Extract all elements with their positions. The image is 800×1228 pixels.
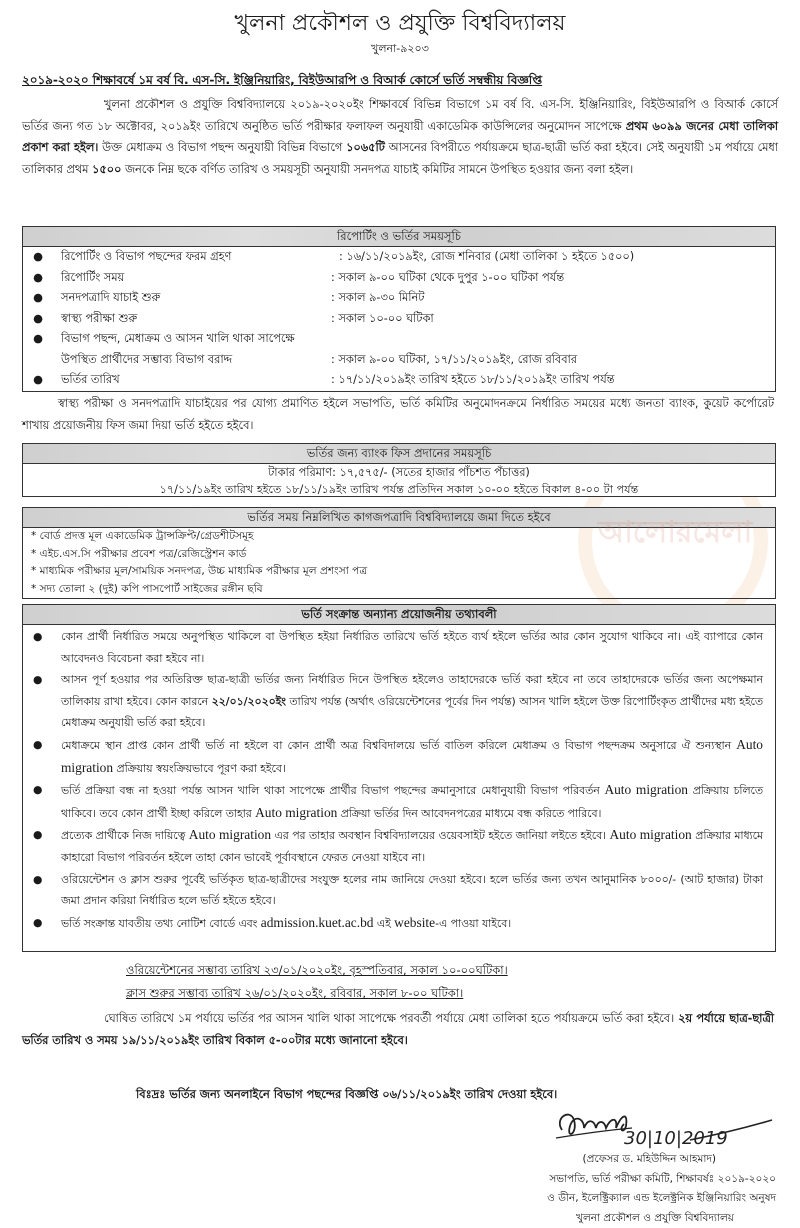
bullet-icon: ●	[33, 370, 43, 391]
class-start-date: ক্লাস শুরুর সম্ভাব্য তারিখ ২৬/০১/২০২০ইং, রবিবার, সকাল ৮-০০ ঘটিকা।	[126, 985, 463, 1004]
fee-payment-paragraph: স্বাস্থ্য পরীক্ষা ও সনদপত্রাদি যাচাইয়ের পর যোগ্য প্রমাণিত হইলে সভাপতি, ভর্তি কমিটির অনুমোদনক্রমে নির্ধারিত সময়ের মধ্যে জনতা ব্যাংক, কুয়েট কর্পোরেট শাখায় প্রয়োজনীয় ফিস জমা দিয়া ভর্তি হইতে হইবে।	[22, 393, 774, 436]
schedule-label: রিপোর্টিং সময়	[61, 268, 124, 289]
latin-term: Auto migration	[610, 827, 692, 842]
admission-info-list	[23, 625, 775, 934]
info-text: ওরিয়েন্টেশন ও ক্লাস শুরুর পূর্বেই ভর্তিকৃত ছাত্র-ছাত্রীদের সংযুক্ত হলের নাম জানিয়ে দেওয়া হইবে। হলে ভর্তির জন্য তখন আনুমানিক ৮০০০/- (আট হাজার) টাকা জমা প্রদান করিয়া নির্ধারিত হলে ভর্তি হইতে হইবে।	[61, 873, 763, 908]
info-item	[23, 779, 775, 824]
info-item	[23, 626, 775, 669]
intro-text-3: আসনের বিপরীতে পর্যায়ক্রমে ছাত্র-ছাত্রী ভর্তি করা হইবে। সেই অনুযায়ী ১ম পর্যায়ে মেধা তালিকার প্রথম	[22, 141, 778, 176]
bullet-icon: ●	[33, 626, 43, 648]
info-text: প্রত্যেক প্রার্থীকে নিজ দায়িত্বে	[61, 829, 189, 842]
signatory-title-1: সভাপতি, ভর্তি পরীক্ষা কমিটি, শিক্ষাবর্ষঃ ২০১৯-২০২০	[470, 1170, 776, 1190]
second-phase-paragraph	[22, 1008, 774, 1051]
document-item: * এইচ.এস.সি পরীক্ষার প্রবেশ পত্র/রেজিস্ট্রেশন কার্ড	[23, 546, 775, 564]
latin-term: website	[394, 915, 435, 930]
signatory-title-2: ও ডীন, ইলেক্ট্রিক্যাল এন্ড ইলেক্ট্রনিক ইঞ্জিনিয়ারিং অনুষদ	[470, 1189, 776, 1209]
schedule-label: বিভাগ পছন্দ, মেধাক্রম ও আসন খালি থাকা সাপেক্ষে	[61, 329, 295, 350]
bullet-icon: ●	[33, 869, 43, 891]
info-text: ২২/০১/২০২০ইং	[212, 695, 286, 708]
bullet-icon: ●	[33, 912, 43, 934]
intro-text-1: খুলনা প্রকৌশল ও প্রযুক্তি বিশ্ববিদ্যালয়ে ২০১৯-২০২০ইং শিক্ষাবর্ষে বিভিন্ন বিভাগে ১ম বর্ষ বি. এস-সি. ইঞ্জিনিয়ারিং, বিইউআরপি ও বিআর্ক কোর্সে ভর্তির জন্য গত ১৮ অক্টোবর, ২০১৯ইং তারিখে অনুষ্ঠিত ভর্তি পরীক্ষার ফলাফল অনুযায়ী একাডেমিক কাউন্সিলের অনুমোদন সাপেক্ষে	[22, 98, 778, 133]
info-text: প্রক্রিয়ায় স্বয়ংক্রিয়ভাবে পূরণ করা হইবে।	[113, 762, 286, 775]
latin-term: Auto migration	[604, 782, 688, 797]
schedule-box	[22, 226, 776, 392]
schedule-value: : সকাল ৯-০০ ঘটিকা, ১৭/১১/২০১৯ইং, রোজ রবিবার	[331, 350, 577, 371]
signatory-title-3: খুলনা প্রকৌশল ও প্রযুক্তি বিশ্ববিদ্যালয়	[470, 1209, 734, 1228]
bullet-icon: ●	[33, 309, 43, 330]
university-title: খুলনা প্রকৌশল ও প্রযুক্তি বিশ্ববিদ্যালয়	[0, 6, 800, 43]
info-item	[23, 669, 775, 734]
fee-period: ১৭/১১/১৯ইং তারিখ হইতে ১৮/১১/১৯ইং তারিখ পর্যন্ত প্রতিদিন সকাল ১০-০০ হইতে বিকাল ৪-০০ টা পর্যন্ত	[23, 481, 775, 498]
info-item	[23, 824, 775, 868]
notice-subject: ২০১৯-২০২০ শিক্ষাবর্ষে ১ম বর্ষ বি. এস-সি. ইঞ্জিনিয়ারিং, বিইউআরপি ও বিআর্ক কোর্সে ভর্তি সম্বন্ধীয় বিজ্ঞপ্তি	[22, 72, 778, 92]
bullet-icon: ●	[33, 288, 43, 309]
intro-bold-merit-list: প্রথম ৬০৯৯ জনের মেধা তালিকা প্রকাশ করা হইল।	[22, 120, 778, 155]
schedule-row	[23, 268, 775, 289]
schedule-label: ভর্তির তারিখ	[61, 370, 120, 391]
schedule-value: : সকাল ৯-৩০ মিনিট	[331, 288, 424, 309]
latin-term: admission.kuet.ac.bd	[261, 915, 374, 930]
schedule-label: উপস্থিত প্রার্থীদের সম্ভাব্য বিভাগ বরাদ্দ	[61, 350, 232, 371]
documents-heading: ভর্তির সময় নিম্নলিখিত কাগজপত্রাদি বিশ্ববিদ্যালয়ে জমা দিতে হইবে	[23, 508, 775, 528]
orientation-date: ওরিয়েন্টেশনের সম্ভাব্য তারিখ ২৩/০১/২০২০ইং, বৃহস্পতিবার, সকাল ১০-০০ঘটিকা।	[126, 962, 508, 981]
signatory-block	[470, 1150, 776, 1228]
info-text: প্রক্রিয়ার মাধ্যমে কাহারো বিভাগ পরিবর্তন হইলে তাহা কোন ভাবেই পূর্বাবস্থানে ফেরত নেওয়া যাইবে না।	[61, 829, 763, 864]
schedule-row	[23, 329, 775, 350]
signatory-name: (প্রফেসর ড. মহিউদ্দিন আহমাদ)	[470, 1150, 716, 1170]
info-text: এর পর তাহার অবস্থান বিশ্ববিদ্যালয়ের ওয়েবসাইট হইতে জানিয়া লইতে হইবে।	[271, 829, 609, 842]
admission-info-heading: ভর্তি সংক্রান্ত অন্যান্য প্রয়োজনীয় তথ্যাবলী	[23, 605, 775, 625]
schedule-value: : ১৬/১১/২০১৯ইং, রোজ শনিবার (মেধা তালিকা ১ হইতে ১৫০০)	[339, 247, 634, 268]
info-text: মেধাক্রমে স্থান প্রাপ্ত কোন প্রার্থী ভর্তি না হইলে বা কোন প্রার্থী অত্র বিশ্ববিদালয়ে ভর্তি বাতিল করিলে মেধাক্রম ও বিভাগ পছন্দক্রম অনুসারে ঐ শুন্যস্থান	[61, 739, 736, 752]
latin-term: Auto migration	[189, 827, 271, 842]
intro-bold-count: ১৫০০	[92, 163, 121, 176]
schedule-row	[23, 288, 775, 309]
info-text: তারিখ পর্যন্ত (অর্থাৎ ওরিয়েন্টেশনের পূর্বের দিন পর্যন্ত) আসন খালি হইলে উক্ত রিপোর্টিংকৃত প্রার্থীদের মধ্য হইতে মেধাক্রম অনুযায়ী ভর্তি করা হইবে।	[61, 695, 763, 730]
schedule-row	[23, 370, 775, 391]
note-line	[136, 1086, 557, 1105]
schedule-value: : ১৭/১১/২০১৯ইং তারিখ হইতে ১৮/১১/২০১৯ইং তারিখ পর্যন্ত	[331, 370, 614, 391]
intro-text-2: উক্ত মেধাক্রম ও বিভাগ পছন্দ অনুযায়ী বিভিন্ন বিভাগে	[98, 141, 346, 154]
schedule-label: রিপোর্টিং ও বিভাগ পছন্দের ফরম গ্রহণ	[61, 247, 231, 268]
info-item	[23, 734, 775, 779]
intro-text-4: জনকে নিম্ন ছকে বর্ণিত তারিখ ও সময়সূচী অনুযায়ী সনদপত্র যাচাই কমিটির সামনে উপস্থিত হওয়ার জন্য বলা হইল।	[121, 163, 633, 176]
schedule-row	[23, 247, 775, 268]
document-item: * সদ্য তোলা ২ (দুই) কপি পাসপোর্ট সাইজের রঙ্গীন ছবি	[23, 581, 775, 599]
admission-info-box	[22, 604, 776, 952]
bullet-icon: ●	[33, 247, 43, 268]
bullet-icon: ●	[33, 824, 43, 846]
info-text: ভর্তি সংক্রান্ত যাবতীয় তথ্য নোটিশ বোর্ডে এবং	[61, 917, 261, 930]
info-text: প্রক্রিয়ায় চলিতে থাকিবে। তবে কোন প্রার্থী ইচ্ছা করিলে তাহার	[61, 784, 763, 820]
second-phase-bold: ২য় পর্যায়ে ছাত্র-ছাত্রী ভর্তির তারিখ ও সময় ১৯/১১/২০১৯ইং তারিখ বিকাল ৫-০০টার মধ্যে জানানো হইবে।	[22, 1012, 774, 1047]
bullet-icon: ●	[33, 779, 43, 801]
second-phase-text: ঘোষিত তারিখে ১ম পর্যায়ে ভর্তির পর আসন খালি থাকা সাপেক্ষে পরবর্তী পর্যায়ে মেধা তালিকা হতে পর্যায়ক্রমে ভর্তি করা হইবে।	[104, 1012, 678, 1025]
latin-term: Auto migration	[61, 737, 763, 775]
schedule-heading: রিপোর্টিং ও ভর্তির সময়সূচি	[23, 227, 775, 247]
info-item	[23, 912, 775, 935]
schedule-label: স্বাস্থ্য পরীক্ষা শুরু	[61, 309, 137, 330]
schedule-value: : সকাল ৯-০০ ঘটিকা থেকে দুপুর ১-০০ ঘটিকা পর্যন্ত	[331, 268, 564, 289]
document-item: * মাধ্যমিক পরীক্ষার মূল/সাময়িক সনদপত্র, উচ্চ মাধ্যমিক পরীক্ষার মূল প্রশংসা পত্র	[23, 563, 775, 581]
info-text: আসন পূর্ণ হওয়ার পর অতিরিক্ত ছাত্র-ছাত্রী ভর্তির জন্য নির্ধারিত দিনে উপস্থিত হইলেও তাহাদেরকে ভর্তি করা হইবে না তবে তাহাদেরকে ভর্তির জন্য অপেক্ষমান তালিকায় রাখা হইবে। কোন কারনে	[61, 673, 763, 708]
info-text: প্রক্রিয়া ভর্তির দিন আবেদনপত্রের মাধ্যমে বন্ধ করিতে পারিবে।	[337, 807, 601, 820]
bullet-icon: ●	[33, 268, 43, 289]
info-text: কোন প্রার্থী নির্ধারিত সময়ে অনুপস্থিত থাকিলে বা উপস্থিত হইয়া নির্ধারিত তারিখে ভর্তি হইতে ব্যর্থ হইলে ভর্তির আর কোন সুযোগ থাকিবে না। এই ব্যাপারে কোন আবেদনও বিবেচনা করা হইবে না।	[61, 630, 763, 665]
schedule-label: সনদপত্রাদি যাচাই শুরু	[61, 288, 160, 309]
bank-fee-heading: ভর্তির জন্য ব্যাংক ফিস প্রদানের সময়সূচি	[23, 444, 775, 464]
info-text: ভর্তি প্রক্রিয়া বন্ধ না হওয়া পর্যন্ত আসন খালি থাকা সাপেক্ষে প্রার্থীর বিভাগ পছন্দের ক্রমানুসারে মেধানুযায়ী বিভাগ পরিবর্তন	[61, 784, 604, 797]
fee-amount: টাকার পরিমাণ: ১৭,৫৭৫/- (সতের হাজার পাঁচশত পঁচাত্তর)	[23, 464, 775, 481]
intro-bold-seats: ১০৬৫টি	[346, 141, 385, 154]
svg-text:30|10|2019: 30|10|2019	[624, 1128, 728, 1149]
info-text: -এ পাওয়া যাইবে।	[435, 917, 511, 930]
info-text: এই	[373, 917, 394, 930]
university-address: খুলনা-৯২০৩	[0, 40, 800, 59]
document-item: * বোর্ড প্রদত্ত মূল একাডেমিক ট্রান্সক্রিপ্ট/গ্রেডশীটসমূহ	[23, 528, 775, 546]
intro-paragraph	[22, 94, 778, 180]
note-text: বিঃদ্রঃ ভর্তির জন্য অনলাইনে বিভাগ পছন্দের বিজ্ঞপ্তি ০৬/১১/২০১৯ইং তারিখ দেওয়া হইবে।	[136, 1087, 557, 1101]
bank-fee-box	[22, 443, 776, 497]
bullet-icon: ●	[33, 669, 43, 691]
bullet-icon: ●	[33, 329, 43, 350]
schedule-row-continued	[23, 350, 775, 371]
watermark-text: আলোরমেলা	[590, 508, 760, 559]
schedule-row	[23, 309, 775, 330]
info-item	[23, 869, 775, 912]
schedule-value: : সকাল ১০-০০ ঘটিকা	[331, 309, 434, 330]
bullet-icon: ●	[33, 734, 43, 756]
latin-term: Auto migration	[255, 805, 337, 820]
